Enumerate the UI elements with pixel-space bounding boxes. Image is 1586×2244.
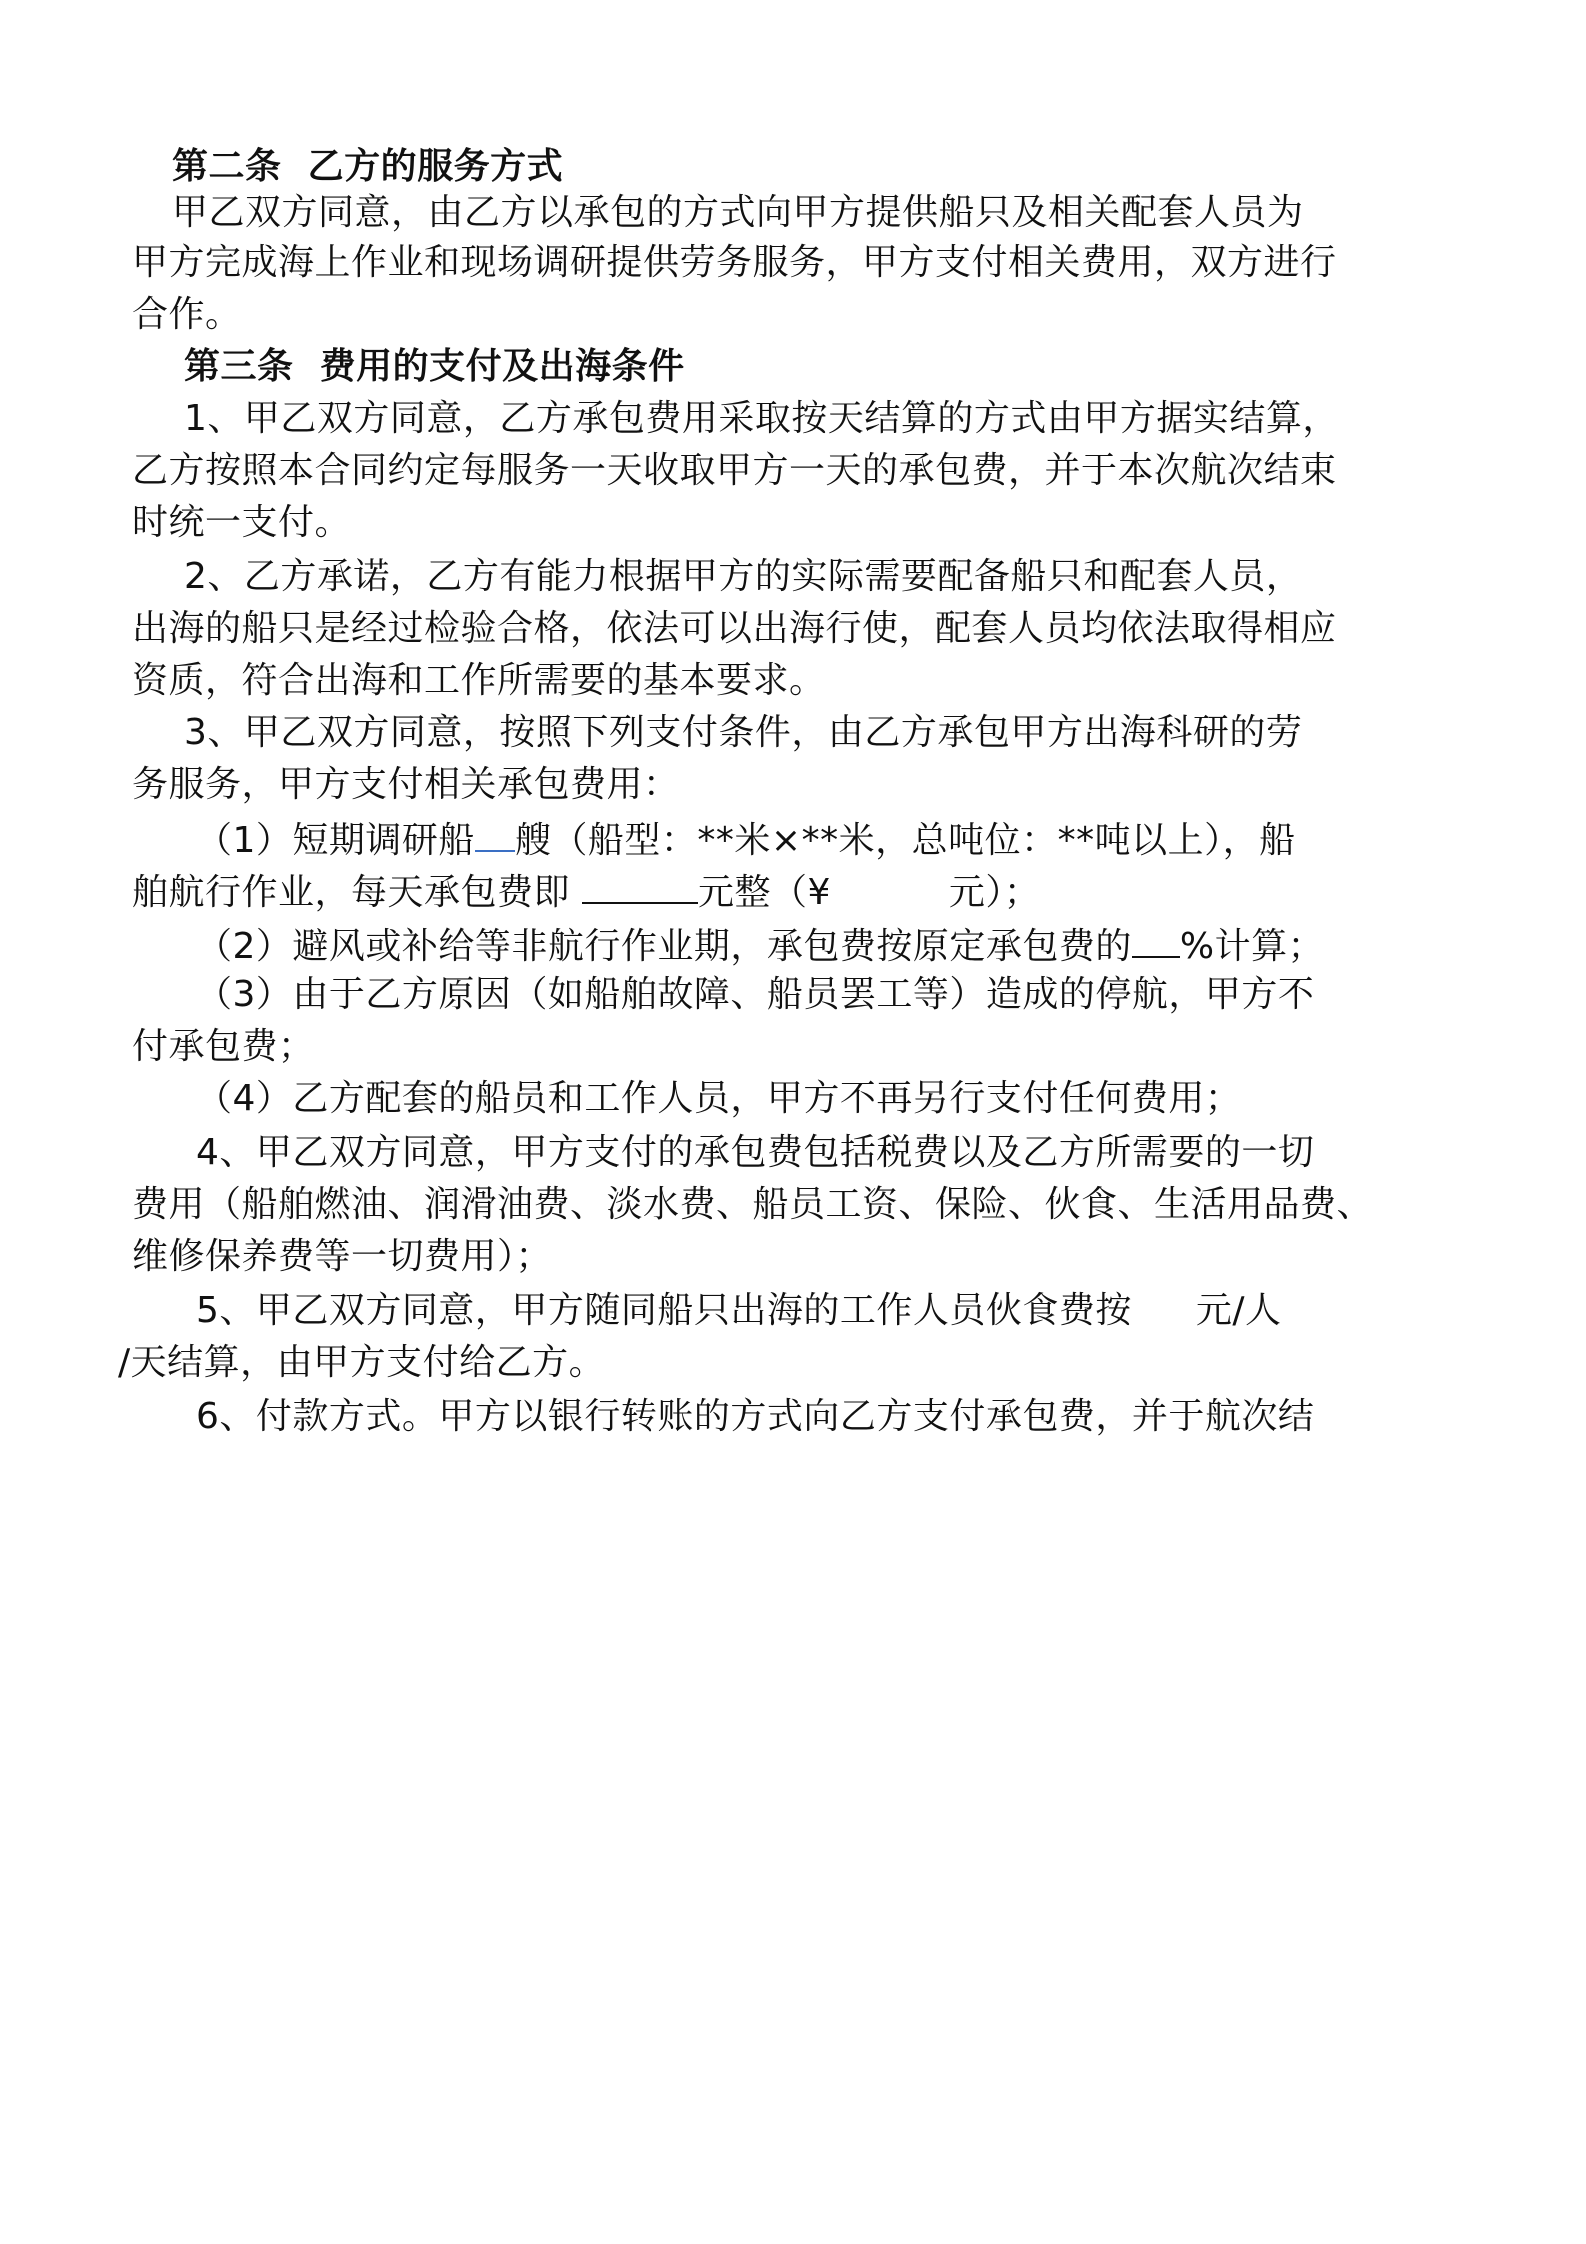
item5-line-2: /天结算，由甲方支付给乙方。 xyxy=(118,1342,606,1383)
item2-line-1: 2、乙方承诺，乙方有能力根据甲方的实际需要配备船只和配套人员， xyxy=(184,556,1303,597)
item2-line-2: 出海的船只是经过检验合格，依法可以出海行使，配套人员均依法取得相应 xyxy=(132,608,1337,649)
item5-text-b: 元/人 xyxy=(1195,1290,1282,1331)
sub4-line: （4）乙方配套的船员和工作人员，甲方不再另行支付任何费用； xyxy=(196,1078,1242,1119)
sub2-line xyxy=(196,920,1324,970)
item3-line-2: 务服务，甲方支付相关承包费用： xyxy=(132,764,680,805)
item5-line-1 xyxy=(196,1288,1282,1334)
percent-blank[interactable] xyxy=(1132,920,1180,958)
item4-line-2: 费用（船舶燃油、润滑油费、淡水费、船员工资、保险、伙食、生活用品费、 xyxy=(132,1184,1374,1225)
item4-line-1: 4、甲乙双方同意，甲方支付的承包费包括税费以及乙方所需要的一切 xyxy=(196,1132,1315,1173)
sub1-text-b: 艘（船型：**米×**米，总吨位：**吨以上），船 xyxy=(514,820,1296,861)
sub1-text-c: 舶航行作业，每天承包费即 xyxy=(132,872,582,913)
sub1-line-1 xyxy=(196,814,1296,864)
sub3-line-2: 付承包费； xyxy=(132,1026,315,1067)
item5-text-a: 5、甲乙双方同意，甲方随同船只出海的工作人员伙食费按 xyxy=(196,1290,1132,1331)
sub1-line-2 xyxy=(132,866,1040,916)
item4-line-3: 维修保养费等一切费用）； xyxy=(132,1236,553,1277)
sub2-text-b: %计算； xyxy=(1179,926,1325,967)
sub1-text-a: （1）短期调研船 xyxy=(196,820,475,861)
article2-line-3: 合作。 xyxy=(132,294,242,335)
article2-line-2: 甲方完成海上作业和现场调研提供劳务服务，甲方支付相关费用，双方进行 xyxy=(132,242,1337,283)
item2-line-3: 资质，符合出海和工作所需要的基本要求。 xyxy=(132,660,826,701)
article2-line-1: 甲乙双方同意，由乙方以承包的方式向甲方提供船只及相关配套人员为 xyxy=(172,192,1304,233)
vessel-count-blank[interactable] xyxy=(475,814,515,852)
article3-heading: 第三条 费用的支付及出海条件 xyxy=(184,346,685,387)
sub1-text-d: 元整（¥ xyxy=(697,872,831,913)
item1-line-3: 时统一支付。 xyxy=(132,502,352,543)
item3-line-1: 3、甲乙双方同意，按照下列支付条件，由乙方承包甲方出海科研的劳 xyxy=(184,712,1303,753)
sub1-text-e: 元）； xyxy=(948,872,1041,913)
sub3-line-1: （3）由于乙方原因（如船舶故障、船员罢工等）造成的停航，甲方不 xyxy=(196,974,1315,1015)
daily-fee-blank[interactable] xyxy=(582,866,698,904)
item1-line-2: 乙方按照本合同约定每服务一天收取甲方一天的承包费，并于本次航次结束 xyxy=(132,450,1337,491)
sub2-text-a: （2）避风或补给等非航行作业期，承包费按原定承包费的 xyxy=(196,926,1132,967)
item1-line-1: 1、甲乙双方同意，乙方承包费用采取按天结算的方式由甲方据实结算， xyxy=(184,398,1339,439)
article2-heading: 第二条 乙方的服务方式 xyxy=(172,146,564,187)
item6-line-1: 6、付款方式。甲方以银行转账的方式向乙方支付承包费，并于航次结 xyxy=(196,1396,1315,1437)
